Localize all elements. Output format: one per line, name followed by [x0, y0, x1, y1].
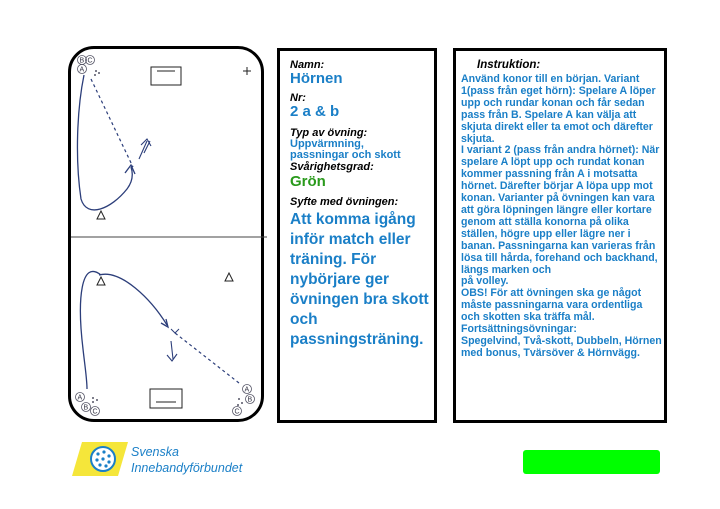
run-path-bottom [80, 271, 101, 389]
svenska-innebandyforbundet-logo [70, 438, 270, 482]
player-label-a-bl: A [77, 394, 83, 402]
type-value: Uppvärmning, passningar och skott [290, 138, 401, 161]
name-label: Namn: [290, 59, 325, 71]
top-player-group [78, 56, 101, 77]
level-label: Svårighetsgrad: [290, 161, 374, 173]
logo-text [131, 444, 242, 476]
exercise-info-panel [277, 48, 437, 423]
plus-mark [243, 67, 251, 75]
pass-line-top [91, 79, 133, 167]
nr-label: Nr: [290, 92, 306, 104]
bottom-goal [150, 389, 182, 408]
cone-top [97, 211, 105, 219]
player-label-b-bl: B [83, 404, 89, 412]
top-goal [151, 67, 181, 85]
player-label-b-br: B [247, 396, 253, 404]
rink-diagram [68, 46, 264, 422]
player-label-b-top: B [79, 57, 85, 65]
run-path-top [77, 75, 132, 210]
purpose-label: Syfte med övningen: [290, 196, 399, 208]
cone-bottom-right [225, 273, 233, 281]
name-value: Hörnen [290, 70, 343, 87]
purpose-value: Att komma igång inför match eller träning. För nybörjare ger övningen bra skott och passningsträning. [290, 211, 429, 348]
player-label-c-top: C [87, 57, 93, 65]
level-color-bar [523, 450, 660, 474]
nr-value: 2 a & b [290, 103, 340, 120]
player-label-c-br: C [234, 408, 240, 416]
player-label-a-br: A [244, 386, 250, 394]
logo-line-2: Innebandyförbundet [131, 461, 243, 475]
player-label-c-bl: C [92, 408, 98, 416]
drill-drawing [71, 49, 267, 425]
shot-arrow-bottom [167, 341, 177, 361]
instruction-title: Instruktion: [477, 59, 541, 71]
level-value: Grön [290, 173, 326, 190]
logo-line-1: Svenska [131, 445, 179, 459]
shot-arrow-top [139, 139, 151, 159]
player-label-a-top: A [79, 66, 85, 74]
instruction-panel [453, 48, 667, 423]
pass-line-bottom [175, 333, 239, 383]
floorball-logo-icon [70, 438, 130, 482]
bottom-left-player-group [76, 393, 100, 416]
instruction-text: Använd konor till en början. Variant 1(pass från eget hörn): Spelare A löper upp och rundar konan och får sedan pass från B. Spelare A kan välja att skjuta direkt eller ta emot och därefter skjuta. I variant 2 (pass från andra hörnet): När spelare A löpt upp och rundat konan kommer passning från A i motsatta hörnet. Därefter börjar A löpa upp mot konan. Varianter på övningen kan vara att göra löpningen längre eller kortare genom att ställa konorna på olika ställen, högre upp eller lägre ner i banan. Passningarna kan varieras från lösa till hårda, forehand och backhand, längs marken och på volley. OBS! För att övningen ska ge något måste passningarna vara ordentliga och skotten ska träffa mål. Fortsättningsövningar: Spegelvind, Två-skott, Dubbeln, Hörnen med bonus, Tvärsöver & Hörnvägg. [461, 73, 662, 359]
cone-bottom-left [97, 277, 105, 285]
bottom-right-player-group [233, 385, 255, 416]
type-label: Typ av övning: [290, 127, 368, 139]
